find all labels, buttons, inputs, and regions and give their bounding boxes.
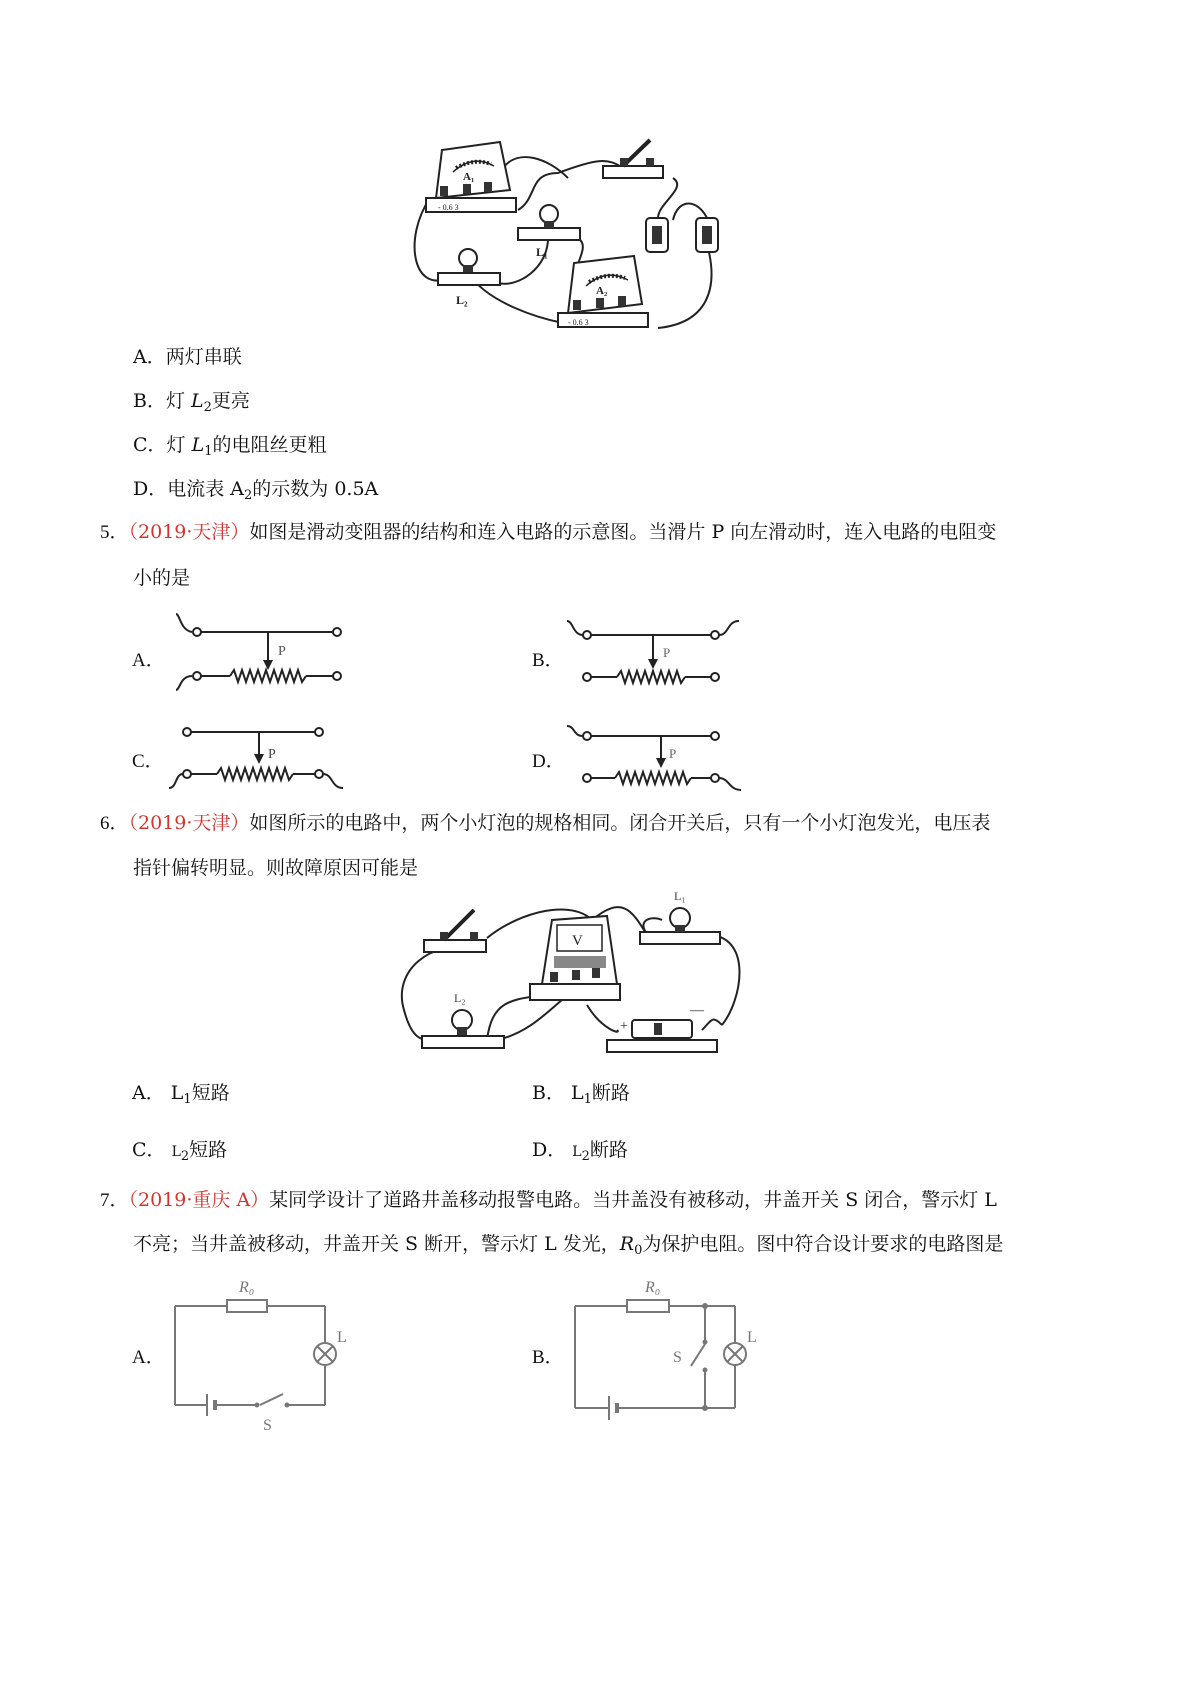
- q7-option-a-label: A．: [132, 1347, 165, 1368]
- q7-circuit-b: [565, 1270, 775, 1435]
- q5-source: （2019·天津）: [128, 521, 250, 543]
- voltmeter: [530, 916, 620, 1000]
- q4-option-c: C．灯 $L_1$的电阻丝更粗: [133, 434, 327, 459]
- q7-option-b-label: B．: [532, 1347, 564, 1368]
- q5-stem-line1: 5．（2019·天津）如图是滑动变阻器的结构和连入电路的示意图。当滑片 P 向左滑动时，连入电路的电阻变: [100, 521, 997, 543]
- svg-text:- 0.6 3: - 0.6 3: [438, 203, 459, 212]
- ammeter-a2: [558, 256, 648, 327]
- q7-source: （2019·重庆 A）: [128, 1189, 270, 1211]
- q5-rheostat-a: [170, 610, 350, 695]
- svg-text:P: P: [663, 645, 671, 660]
- lamp-l1: [640, 889, 720, 944]
- q7-circuit-a: [165, 1270, 360, 1435]
- svg-text:R₀: R₀: [645, 1279, 661, 1296]
- q7-stem-line2: 不亮；当井盖被移动，井盖开关 S 断开，警示灯 L 发光，$R_0$为保护电阻。图中符合设计要求的电路图是: [133, 1233, 1004, 1258]
- svg-text:+: +: [620, 1019, 628, 1034]
- q6-option-a: A． $L_1$短路: [132, 1082, 230, 1107]
- q6-stem-line2: 指针偏转明显。则故障原因可能是: [133, 857, 419, 879]
- svg-text:R₀: R₀: [239, 1279, 255, 1296]
- q4-option-d: D．电流表 $A_2$的示数为 0.5A: [133, 478, 379, 503]
- q5-option-c-label: C．: [132, 751, 164, 772]
- switch: [603, 140, 663, 178]
- ammeter-a1: [426, 142, 516, 212]
- svg-text:L₁: L₁: [536, 245, 548, 259]
- svg-text:P: P: [669, 746, 677, 761]
- svg-text:L₂: L₂: [454, 991, 466, 1005]
- svg-text:L: L: [747, 1329, 757, 1346]
- q5-option-d-label: D．: [532, 751, 565, 772]
- svg-text:V: V: [572, 933, 583, 949]
- q6-option-d: D． $L_2$断路: [532, 1139, 628, 1164]
- q6-source: （2019·天津）: [128, 812, 250, 834]
- svg-text:A₁: A₁: [463, 171, 475, 183]
- q5-option-a-label: A．: [132, 650, 165, 671]
- q6-circuit-figure: [392, 880, 752, 1065]
- svg-text:P: P: [268, 747, 276, 762]
- q5-stem-line2: 小的是: [133, 567, 191, 589]
- q4-option-b: B．灯 $L_2$更亮: [133, 390, 250, 415]
- battery: [607, 1003, 717, 1052]
- svg-text:L₂: L₂: [456, 293, 468, 307]
- q6-stem-line1: 6．（2019·天津）如图所示的电路中，两个小灯泡的规格相同。闭合开关后，只有一个小灯泡发光，电压表: [100, 812, 991, 834]
- svg-text:S: S: [263, 1417, 272, 1434]
- q6-option-b: B． $L_1$断路: [532, 1082, 630, 1107]
- lamp-l1: [518, 205, 580, 259]
- svg-text:- 0.6 3: - 0.6 3: [568, 318, 589, 327]
- battery-pair: [646, 218, 718, 252]
- q4-option-a: A．两灯串联: [133, 346, 242, 368]
- svg-text:P: P: [278, 644, 286, 659]
- q4-circuit-figure: [408, 128, 738, 343]
- lamp-l2: [438, 249, 500, 307]
- q5-rheostat-c: [165, 722, 350, 797]
- svg-text:L₁: L₁: [674, 889, 686, 903]
- svg-text:—: —: [690, 1003, 704, 1018]
- svg-text:L: L: [337, 1329, 347, 1346]
- q6-option-c: C． $L_2$短路: [132, 1139, 228, 1164]
- svg-text:A₂: A₂: [596, 285, 608, 297]
- svg-text:S: S: [673, 1349, 682, 1366]
- switch: [424, 910, 486, 952]
- q7-stem-line1: 7．（2019·重庆 A）某同学设计了道路井盖移动报警电路。当井盖没有被移动，井盖开关 S 闭合，警示灯 L: [100, 1189, 997, 1211]
- q5-rheostat-d: [565, 722, 750, 797]
- q5-rheostat-b: [565, 615, 745, 695]
- q5-option-b-label: B．: [532, 650, 564, 671]
